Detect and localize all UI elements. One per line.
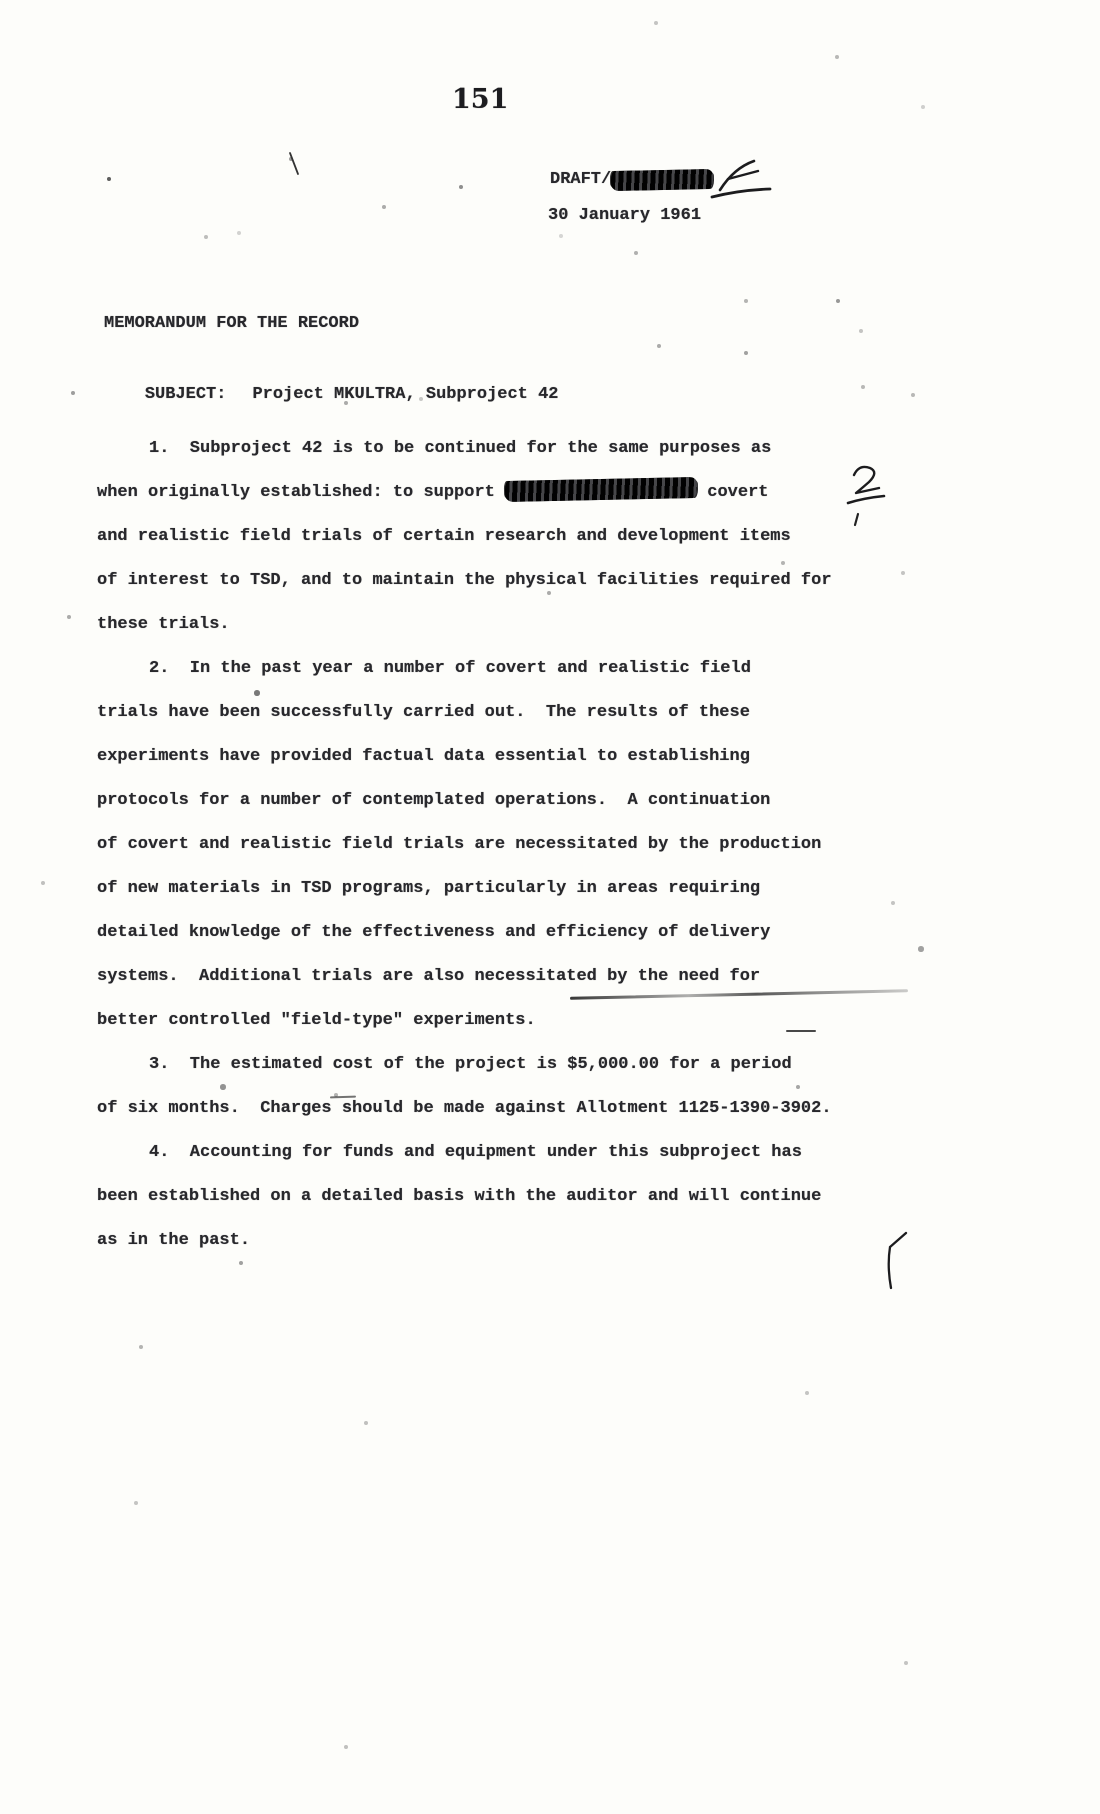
memo-line [97,1175,1077,1219]
memo-text: 1. Subproject 42 is to be continued for the same purposes as [149,439,772,458]
subject-label: SUBJECT: [144,385,227,404]
redaction-scribble [611,169,713,191]
memo-line [97,559,1077,603]
memo-text: protocols for a number of contemplated operations. A continuation [97,791,771,810]
memo-line [97,1131,1077,1175]
memo-text: detailed knowledge of the effectiveness and efficiency of delivery [97,923,771,942]
memo-line [97,1219,1077,1263]
memo-line [97,515,1077,559]
memo-paragraph [97,1131,1077,1263]
subject-line [104,366,559,423]
memo-line [97,647,1077,691]
memo-line [97,1087,1077,1131]
memo-paragraph [97,1043,1077,1131]
memo-text: better controlled "field-type" experiments. [97,1011,536,1030]
memo-text: 2. In the past year a number of covert and realistic field [149,659,751,678]
memo-paragraph [97,427,1077,647]
draft-label: DRAFT/ [550,170,612,189]
memo-line [97,691,1077,735]
memo-text: and realistic field trials of certain research and development items [97,527,791,546]
memo-line [97,955,1077,999]
date: 30 January 1961 [548,206,702,225]
handwritten-margin-number [846,462,890,510]
memo-heading: MEMORANDUM FOR THE RECORD [104,314,360,333]
draft-header [550,170,713,194]
stray-slash-mark [286,150,302,178]
memo-text: 4. Accounting for funds and equipment under this subproject has [149,1143,802,1162]
memo-line [97,427,1077,471]
page-number: 151 [452,84,509,115]
subject-value: Project MKULTRA, Subproject 42 [252,385,559,404]
memo-text: experiments have provided factual data essential to establishing [97,747,750,766]
memo-body [97,427,1077,1263]
memo-text: been established on a detailed basis with the auditor and will continue [97,1187,822,1206]
memo-text: systems. Additional trials are also necessitated by the need for [97,967,761,986]
memo-line [97,779,1077,823]
memo-text: as in the past. [97,1231,251,1250]
memo-text: of six months. Charges should be made against Allotment 1125-1390-3902. [97,1099,832,1118]
handwritten-initial-mark [708,156,778,202]
memo-line [97,911,1077,955]
memo-text: trials have been successfully carried out. The results of these [97,703,750,722]
memo-line [97,603,1077,647]
memo-text: of interest to TSD, and to maintain the physical facilities required for [97,571,832,590]
memo-line [97,823,1077,867]
memo-text: 3. The estimated cost of the project is $5,000.00 for a period [149,1055,792,1074]
memo-text: these trials. [97,615,230,634]
memo-paragraph [97,647,1077,1043]
memo-line [97,999,1077,1043]
memo-text: of covert and realistic field trials are necessitated by the production [97,835,822,854]
memo-line [97,867,1077,911]
memo-text: covert [697,483,769,502]
curved-pencil-mark [878,1228,912,1298]
memo-text: of new materials in TSD programs, particularly in areas requiring [97,879,761,898]
apostrophe-mark [852,512,862,528]
memo-text: when originally established: to support [97,483,506,502]
memo-line [97,735,1077,779]
redaction-scribble [505,477,697,502]
memo-line [97,1043,1077,1087]
short-dash-mark [786,1030,816,1032]
memo-line [97,471,1077,515]
